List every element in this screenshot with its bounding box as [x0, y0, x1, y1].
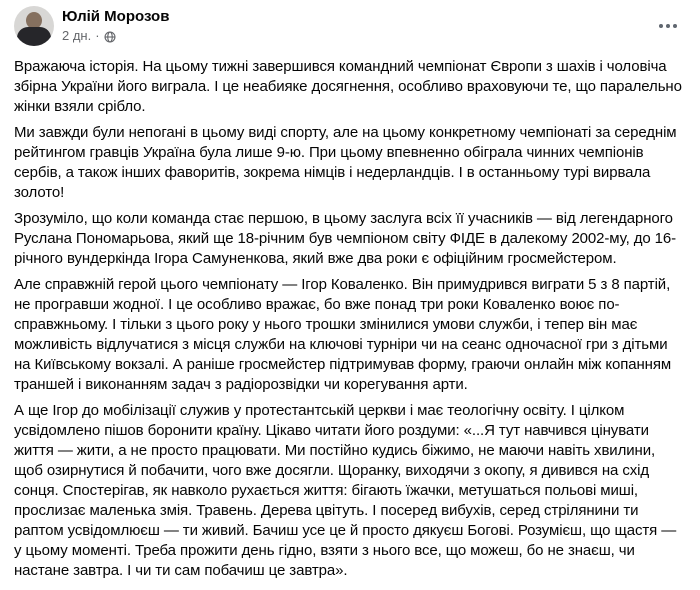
ellipsis-horizontal-icon: [659, 24, 663, 28]
post-paragraph: А ще Ігор до мобілізації служив у протестантській церкви і має теологічну освіту. І цілком усвідомлено пішов боронити країну. Цікаво читати його роздуми: «...Я тут навчився цінувати життя — жити, а не просто працювати. Ми постійно кудись біжимо, не маючи навіть хвилини, щоб озирнутися й побачити, чого вже досягли. Щоранку, виходячи з окопу, я дивився на схід сонця. Спостерігав, як навколо рухається життя: бігають їжачки, метушаться польові миші, прослизає маленька змія. Травень. Дерева цвітуть. І посеред вибухів, серед стрілянини ти раптом усвідомлюєш — ти живий. Бачиш усе це й просто дякуєш Богові. Розумієш, що щастя — у цьому моменті. Треба прожити день гідно, взяти з нього все, що можеш, бо не знаєш, чи настане завтра. І чи ти сам побачиш це завтра».: [14, 402, 677, 579]
meta-separator: ·: [95, 28, 100, 43]
post-timestamp[interactable]: 2 дн.: [62, 28, 92, 43]
post-meta: [62, 28, 169, 44]
post-paragraph: Але справжній герой цього чемпіонату — Ігор Коваленко. Він примудрився виграти 5 з 8 партій, не програвши жодної. І це особливо вражає, бо вже понад три роки Коваленко воює по-справжньому. І тільки з цього року у нього трошки змінилися умови служби, і тепер він має можливість відлучатися з місця служби на ключові турніри чи на сеанс одночасної гри з дітьми на Київському вокзалі. А раніше гросмейстер підтримував форму, граючи онлайн між копанням траншей і виконанням задач з радіорозвідки чи корегування арти.: [14, 276, 672, 393]
author-avatar[interactable]: [14, 6, 54, 46]
post-body: [0, 46, 700, 581]
ellipsis-horizontal-icon: [673, 24, 677, 28]
avatar-torso-silhouette: [17, 27, 51, 46]
ellipsis-horizontal-icon: [666, 24, 670, 28]
author-info: [62, 6, 169, 44]
post-paragraph: Зрозуміло, що коли команда стає першою, в цьому заслуга всіх її учасників — від легендарного Руслана Пономарьова, який ще 18-річним був чемпіоном світу ФІДЕ в далекому 2002-му, до 16-річного вундеркінда Ігора Самуненкова, який вже два роки є офіційним гросмейстером.: [14, 210, 677, 267]
author-name-link[interactable]: Юлій Морозов: [62, 8, 170, 25]
post-paragraph: Ми завжди були непогані в цьому виді спорту, але на цьому конкретному чемпіонаті за середнім рейтингом гравців Україна була лише 9-ю. При цьому впевненно обіграла чинних чемпіонів сербів, а також інших фаворитів, зокрема німців і недерландців. І в останньому турі вирвала золото!: [14, 124, 677, 201]
globe-icon: [104, 31, 116, 43]
post-options-button[interactable]: [652, 14, 684, 38]
post-paragraph: Вражаюча історія. На цьому тижні завершився командний чемпіонат Європи з шахів і чоловіча збірна України його виграла. І це неабияке досягнення, особливо враховуючи те, що паралельно жінки взяли срібло.: [14, 58, 682, 115]
post-header: [0, 0, 700, 46]
